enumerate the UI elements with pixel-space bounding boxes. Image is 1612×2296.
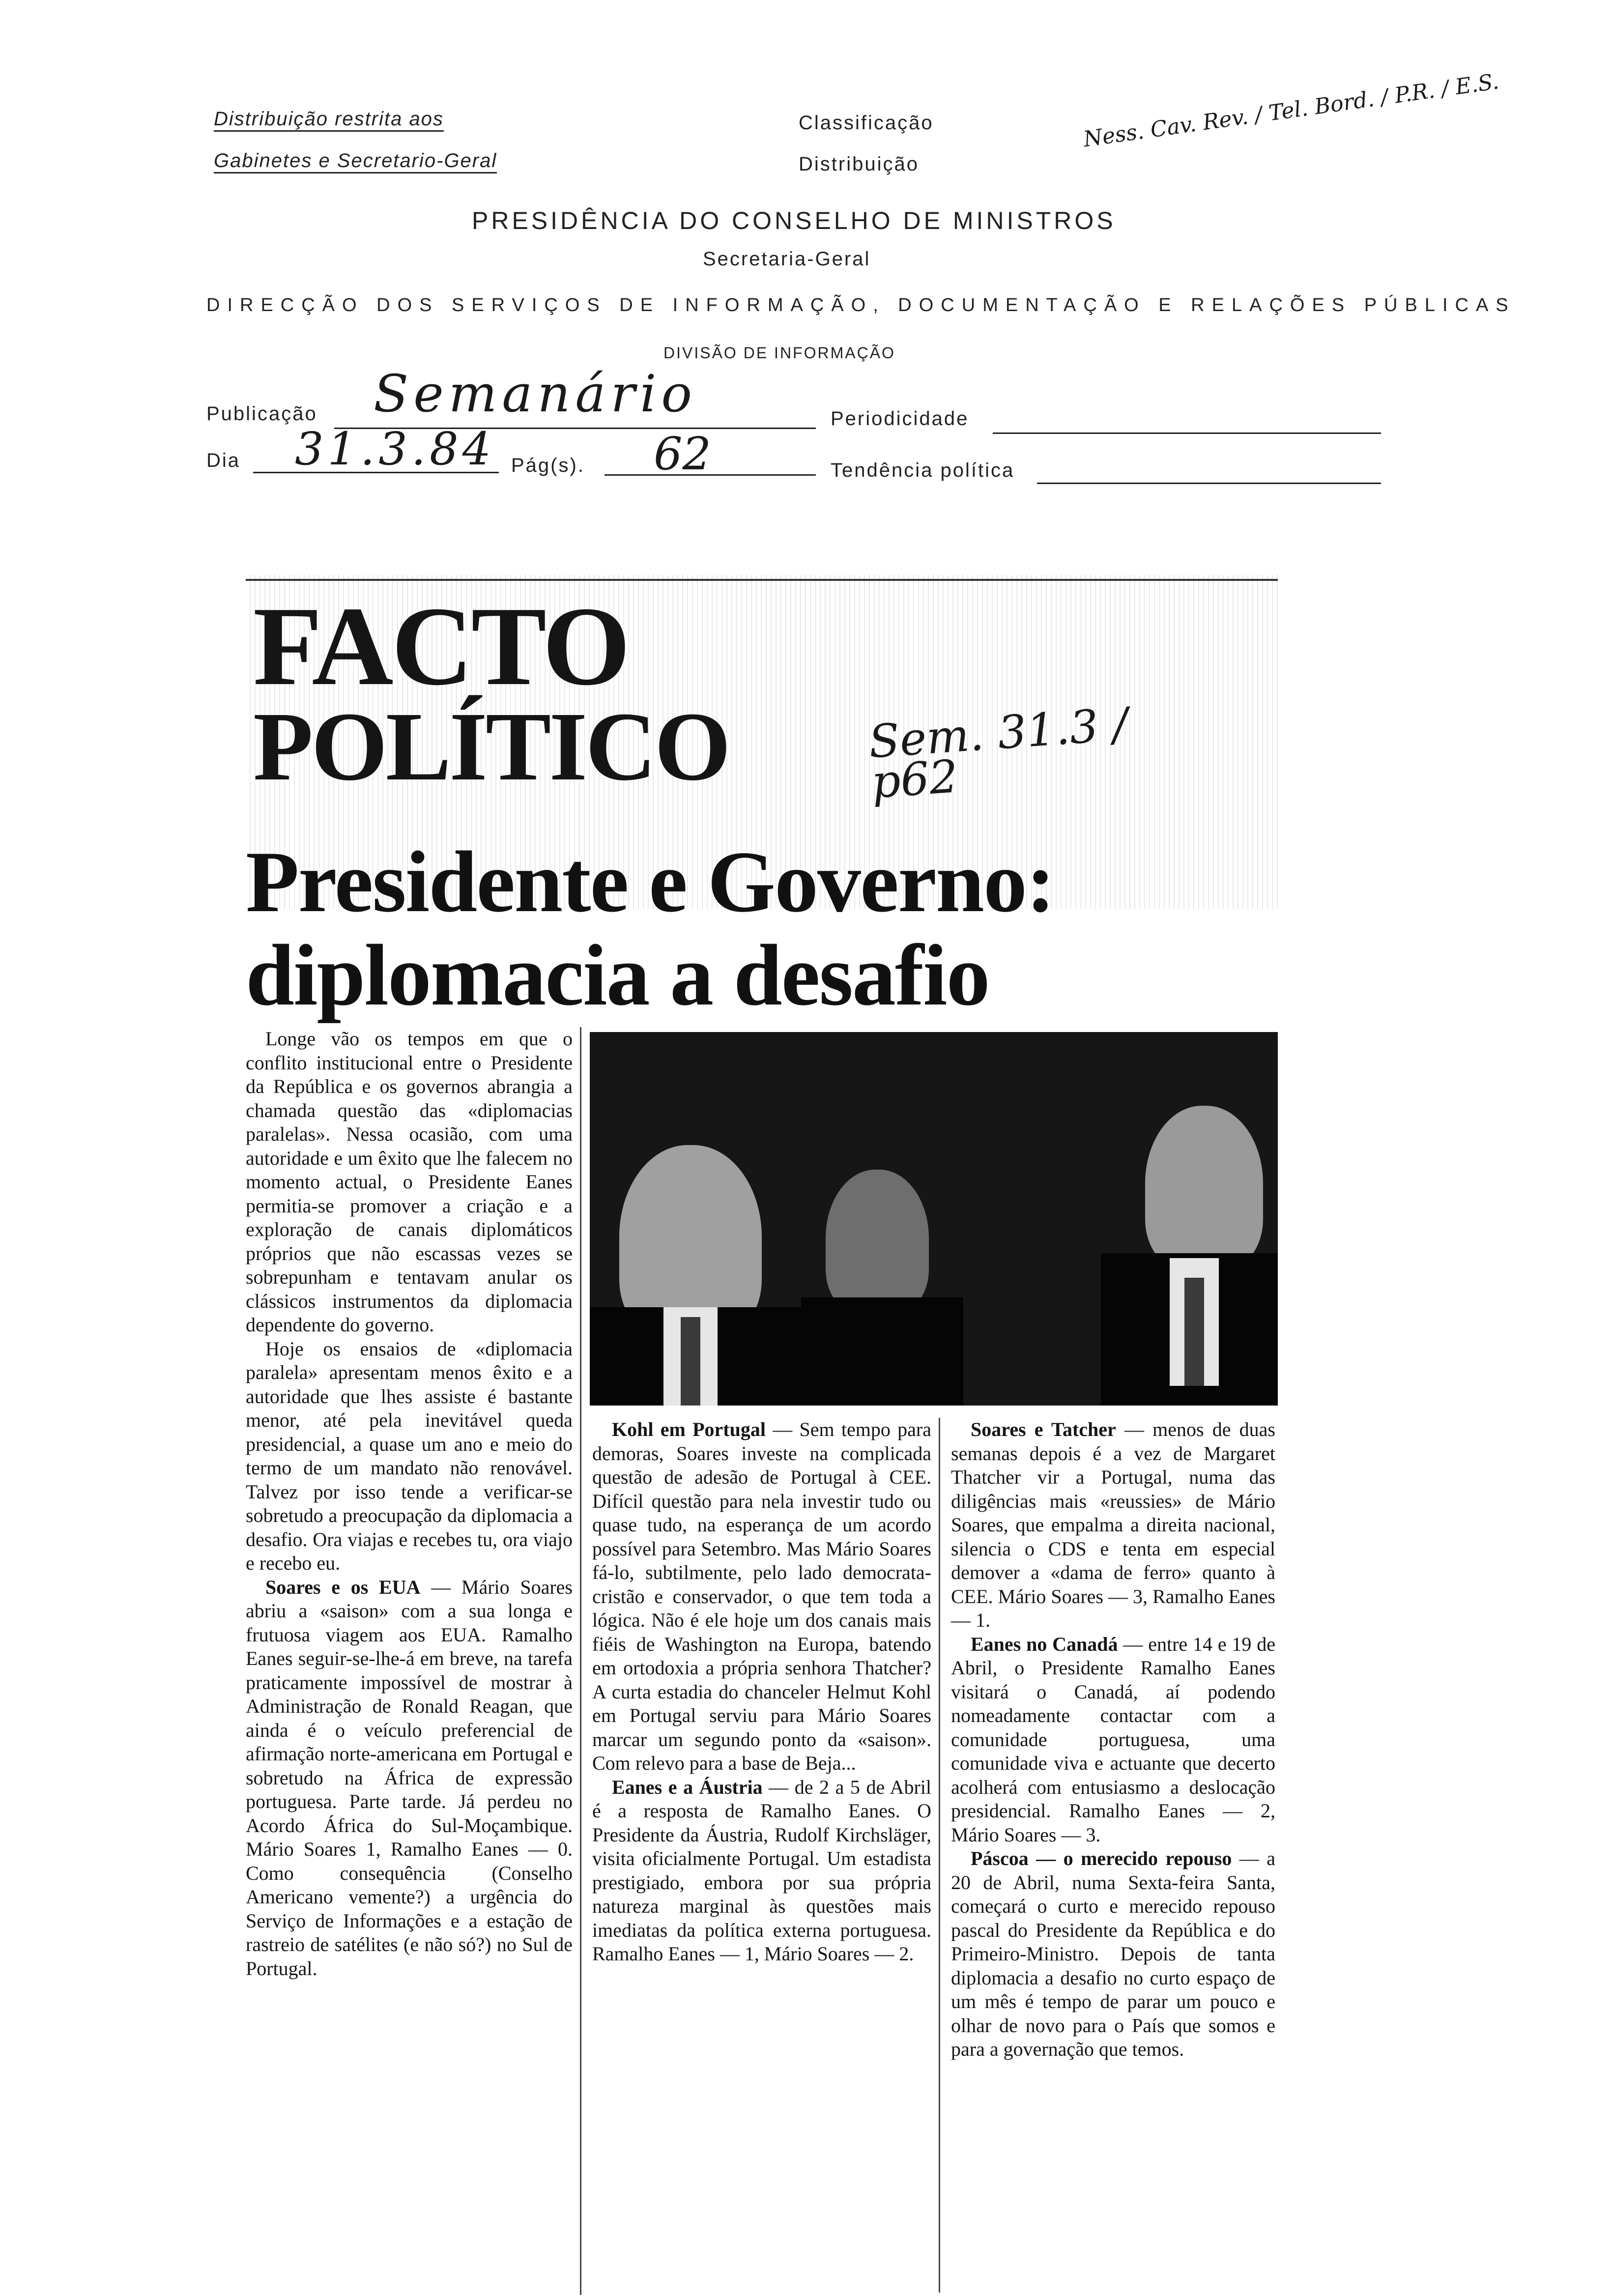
- pages-label: Pág(s).: [511, 455, 585, 476]
- col1-paragraph-3: [246, 1576, 573, 1981]
- col1-paragraph-3-body: — Mário Soares abriu a «saison» com a sua longa e frutuosa viagem aos EUA. Ramalho Eanes seguir-se-lhe-á em breve, na tarefa praticamente impossível de mostrar à Administração de Ronald Reagan, que ainda é o veículo preferencial de afirmação norte-americana em Portugal e sobretudo na África de expressão portuguesa. Parte tarde. Já perdeu no Acordo África do Sul-Moçambique. Mário Soares 1, Ramalho Eanes — 0. Como consequência (Conselho Americano vemente?) a urgência do Serviço de Informações e a estação de rastreio de satélites (e não só?) no Sul de Portugal.: [246, 1576, 573, 1980]
- col3-paragraph-3-body: — a 20 de Abril, numa Sexta-feira Santa, começará o curto e merecido repouso pascal do Presidente da República e do Primeiro-Ministro. Depois de tanta diplomacia a desafio no curto espaço de um mês é tempo de parar um pouco e olhar de novo para o País que somos e para a governação que temos.: [951, 1847, 1275, 2060]
- directorate-title: DIRECÇÃO DOS SERVIÇOS DE INFORMAÇÃO, DOCUMENTAÇÃO E RELAÇÕES PÚBLICAS: [206, 295, 1516, 316]
- division-title: DIVISÃO DE INFORMAÇÃO: [663, 344, 895, 362]
- column-rule-2: [939, 1418, 940, 2293]
- col3-run-in-heading-3: Páscoa — o merecido repouso: [971, 1847, 1232, 1869]
- article-column-1: [246, 1027, 573, 1980]
- day-label: Dia: [206, 450, 241, 471]
- photo-figure-right-head: [1145, 1106, 1263, 1268]
- classification-label: Classificação: [799, 112, 934, 134]
- clip-handwritten-note: Sem. 31.3 / p62: [867, 697, 1130, 809]
- col3-run-in-heading-2: Eanes no Canadá: [971, 1633, 1118, 1655]
- news-photo: [590, 1032, 1278, 1406]
- headline-line1: Presidente e Governo:: [246, 833, 1055, 930]
- col2-paragraph-1-body: — Sem tempo para demoras, Soares investe na complicada questão de adesão de Portugal à CEE. Difícil questão para nela investir tudo ou quase tudo, na esperança de um acordo possível para Setembro. Mas Mário Soares fá-lo, subtilmente, pelo lado democrata-cristão e conservador, o que tem toda a lógica. Não é ele hoje um dos canais mais fiéis de Washington na Europa, batendo em ortodoxia a própria senhora Thatcher? A curta estadia do chanceler Helmut Kohl em Portugal serviu para Mário Soares marcar um segundo ponto da «saison». Com relevo para a base de Beja...: [592, 1418, 931, 1774]
- publication-value: Semanário: [374, 364, 697, 424]
- headline-line2: diplomacia a desafio: [246, 926, 989, 1024]
- col3-paragraph-2: [951, 1633, 1275, 1847]
- distribution-label: Distribuição: [799, 153, 919, 175]
- col1-run-in-heading: Soares e os EUA: [265, 1576, 421, 1598]
- distribution-note-line2: Gabinetes e Secretario-Geral: [214, 150, 497, 173]
- masthead-top-rule: [246, 579, 1278, 581]
- day-value: 31.3.84: [295, 423, 495, 475]
- publication-label: Publicação: [206, 403, 317, 425]
- col2-paragraph-2: [592, 1776, 931, 1966]
- pages-value: 62: [654, 428, 712, 480]
- col1-paragraph-2: Hoje os ensaios de «diplomacia paralela» apresentam menos êxito e a autoridade que lhes assiste é bastante menor, até pela inevitável queda presidencial, a quase um ano e meio do termo de um mandato não renovável. Talvez por isso tende a verificar-se sobretudo a preocupação da diplomacia a desafio. Ora viajas e recebes tu, ora viajo e recebo eu.: [246, 1337, 573, 1574]
- col2-paragraph-1: [592, 1418, 931, 1776]
- clipping-form-header: [0, 0, 1612, 511]
- col2-run-in-heading-2: Eanes e a Áustria: [612, 1776, 763, 1798]
- col3-paragraph-1: [951, 1418, 1275, 1633]
- col3-paragraph-1-body: — menos de duas semanas depois é a vez de Margaret Thatcher vir a Portugal, numa das diligências mais «reussies» de Mário Soares, que empalma a direita nacional, silencia o CDS e tenta em especial demover a «dama de ferro» quanto à CEE. Mário Soares — 3, Ramalho Eanes — 1.: [951, 1418, 1275, 1631]
- kicker-facto: FACTO: [253, 583, 629, 709]
- newspaper-clipping: [236, 565, 1278, 2296]
- presidency-title: PRESIDÊNCIA DO CONSELHO DE MINISTROS: [472, 207, 1116, 234]
- corner-handwritten-notes: Ness. Cav. Rev. / Tel. Bord. / P.R. / E.S.: [1082, 69, 1500, 152]
- periodicity-rule: [993, 432, 1381, 434]
- column-rule-1: [580, 1027, 581, 2295]
- political-tendency-rule: [1037, 483, 1381, 484]
- col3-paragraph-3: [951, 1847, 1275, 2062]
- col2-paragraph-2-body: — de 2 a 5 de Abril é a resposta de Ramalho Eanes. O Presidente da Áustria, Rudolf Kirchsläger, visita oficialmente Portugal. Um estadista prestigiado, embora por sua própria natureza marginal às questões mais imediatas da política externa portuguesa. Ramalho Eanes — 1, Mário Soares — 2.: [592, 1776, 931, 1965]
- secretariat-title: Secretaria-Geral: [703, 248, 871, 270]
- col3-run-in-heading-1: Soares e Tatcher: [971, 1418, 1116, 1440]
- distribution-note-line1: Distribuição restrita aos: [214, 108, 444, 132]
- article-column-3: [951, 1418, 1275, 2062]
- political-tendency-label: Tendência política: [831, 459, 1015, 481]
- col1-paragraph-1: Longe vão os tempos em que o conflito institucional entre o Presidente da República e os governos abrangia a chamada questão das «diplomacias paralelas». Nessa ocasião, com uma autoridade e um êxito que lhe falecem no momento actual, o Presidente Eanes permitia-se promover a criação e a exploração de canais diplomáticos próprios que não escassas vezes se sobrepunham e tentavam anular os clássicos instrumentos da diplomacia dependente do governo.: [246, 1028, 573, 1336]
- photo-figure-middle-head: [826, 1170, 929, 1312]
- article-column-2: [592, 1418, 931, 1966]
- col2-run-in-heading-1: Kohl em Portugal: [612, 1418, 766, 1440]
- col3-paragraph-2-body: — entre 14 e 19 de Abril, o Presidente Ramalho Eanes visitará o Canadá, aí podendo nomeadamente contactar com a comunidade portuguesa, uma comunidade viva e actuante que decerto acolherá com entusiasmo a deslocação presidencial. Ramalho Eanes — 2, Mário Soares — 3.: [951, 1633, 1275, 1846]
- periodicity-label: Periodicidade: [831, 408, 969, 430]
- kicker-politico: POLÍTICO: [253, 692, 729, 801]
